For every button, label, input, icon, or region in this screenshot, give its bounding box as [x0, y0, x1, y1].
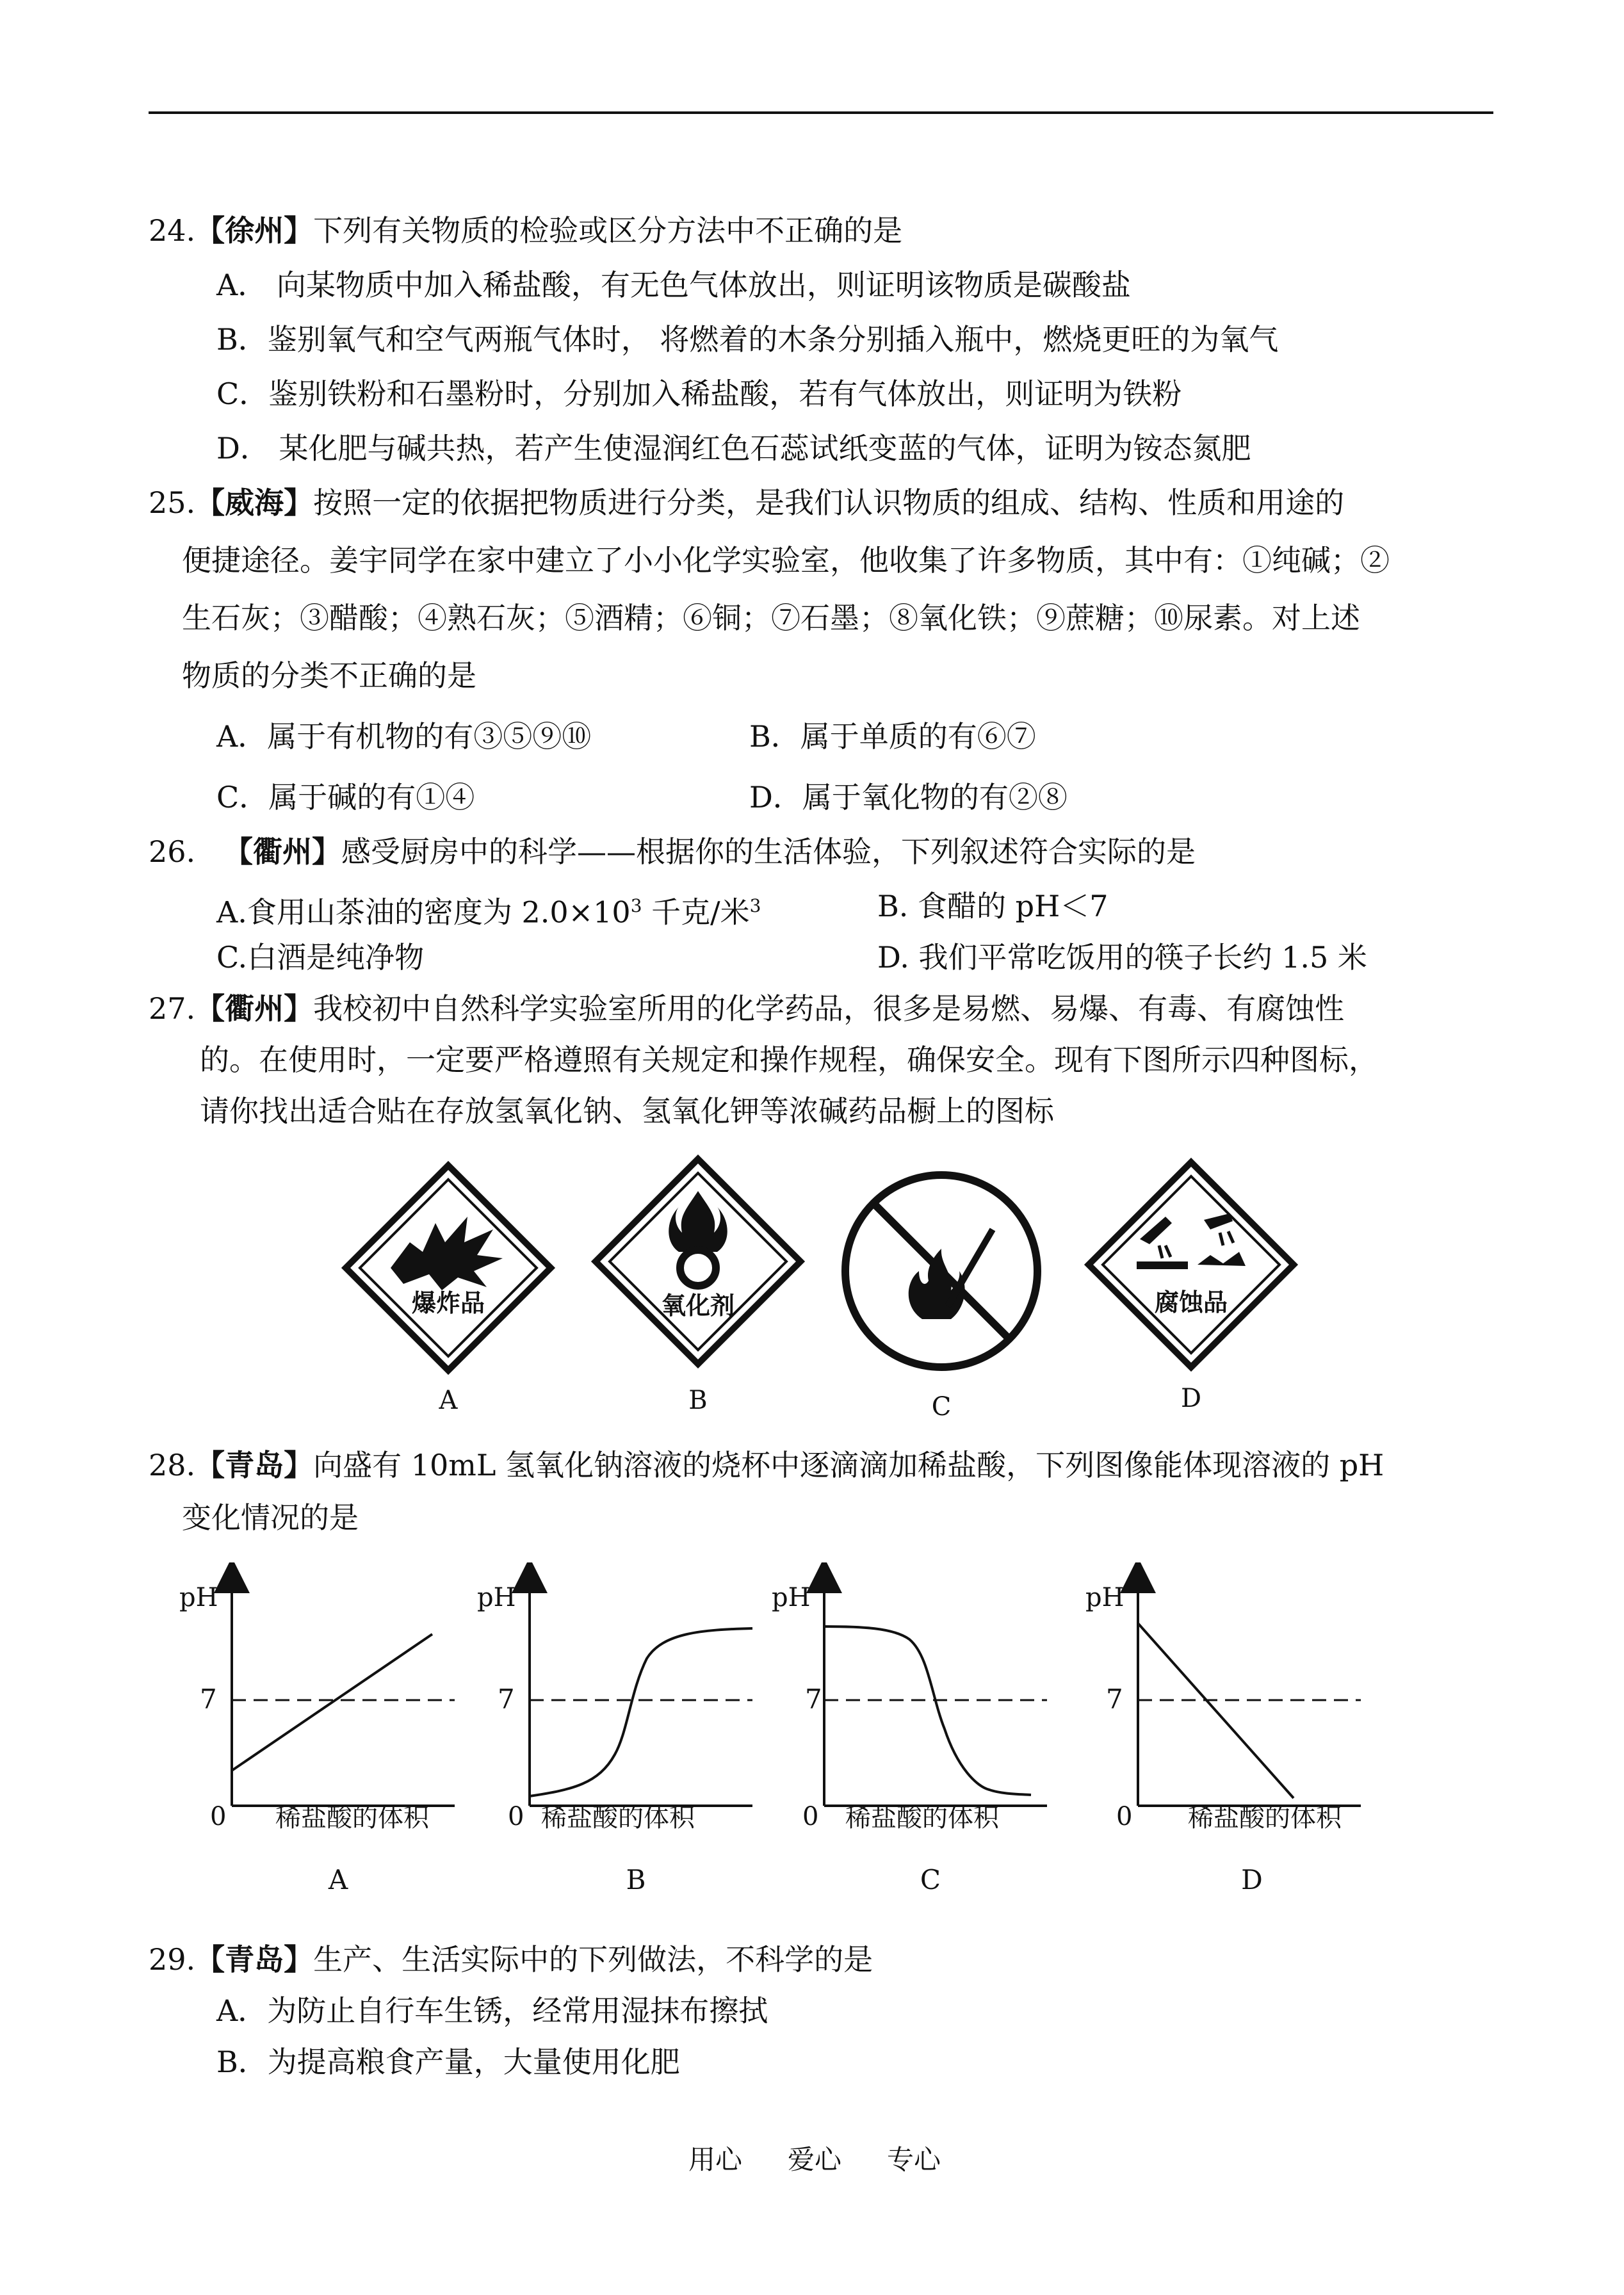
q24-stem — [149, 211, 902, 250]
sign-d-letter: D — [1180, 1384, 1202, 1413]
sign-b-letter: B — [688, 1386, 708, 1415]
q28-source-tag: 【青岛】 — [195, 1448, 314, 1482]
q29-number: 29. — [149, 1942, 196, 1977]
q28-stem-text1: 向盛有 10mL 氢氧化钠溶液的烧杯中逐滴滴加稀盐酸，下列图像能体现溶液的 pH — [313, 1448, 1384, 1482]
q29-option-b: B．为提高粮食产量，大量使用化肥 — [216, 2045, 680, 2079]
graph-a-curve — [232, 1634, 432, 1771]
graph-c-letter: C — [920, 1864, 941, 1895]
corrosive-icon — [1137, 1213, 1246, 1269]
graph-c — [772, 1575, 1047, 1895]
sign-a-letter: A — [439, 1386, 458, 1415]
q25-option-c: C．属于碱的有①④ — [216, 780, 475, 815]
footer-item-1: 用心 — [688, 2144, 743, 2175]
explosion-icon — [391, 1217, 503, 1290]
q26-option-a — [216, 887, 761, 931]
q26-number: 26. — [149, 834, 196, 869]
graph-d — [1085, 1575, 1361, 1895]
q24-number: 24. — [149, 213, 196, 248]
sign-c-letter: C — [931, 1392, 952, 1422]
q27-stem-line3: 请你找出适合贴在存放氢氧化钠、氢氧化钾等浓碱药品橱上的图标 — [200, 1094, 1054, 1128]
q24-option-a: A． 向某物质中加入稀盐酸，有无色气体放出，则证明该物质是碳酸盐 — [216, 268, 1131, 302]
q25-option-b: B．属于单质的有⑥⑦ — [749, 719, 1036, 754]
graph-b-origin: 0 — [508, 1802, 524, 1831]
q25-number: 25. — [149, 485, 196, 520]
q25-stem-line1 — [149, 483, 1344, 522]
q24-option-d: D． 某化肥与碱共热，若产生使湿润红色石蕊试纸变蓝的气体，证明为铵态氮肥 — [216, 431, 1251, 466]
q26-option-a-unit: 千克/米 — [642, 895, 750, 930]
q25-option-a: A．属于有机物的有③⑤⑨⑩ — [216, 719, 592, 754]
q26-option-d: D. 我们平常吃饭用的筷子长约 1.5 米 — [877, 940, 1367, 975]
graph-b-letter: B — [626, 1864, 646, 1895]
graph-b — [477, 1575, 752, 1895]
q27-source-tag: 【衢州】 — [195, 991, 314, 1026]
q27-stem-line2: 的。在使用时，一定要严格遵照有关规定和操作规程，确保安全。现有下图所示四种图标， — [200, 1042, 1378, 1077]
graph-a-ref: 7 — [200, 1683, 217, 1715]
sign-c — [845, 1175, 1037, 1422]
graph-a-xlabel: 稀盐酸的体积 — [275, 1803, 429, 1833]
graph-d-curve — [1138, 1623, 1294, 1798]
q26-source-tag: 【衢州】 — [223, 834, 342, 869]
q25-stem-text1: 按照一定的依据把物质进行分类，是我们认识物质的组成、结构、性质和用途的 — [313, 485, 1345, 520]
q27-number: 27. — [149, 991, 196, 1026]
q24-option-b: B．鉴别氧气和空气两瓶气体时， 将燃着的木条分别插入瓶中，燃烧更旺的为氧气 — [216, 322, 1279, 357]
flame-over-circle-icon — [669, 1191, 727, 1286]
q24-stem-text: 下列有关物质的检验或区分方法中不正确的是 — [313, 213, 903, 248]
ph-graphs — [173, 1562, 1454, 1908]
sign-b-label: 氧化剂 — [661, 1291, 735, 1320]
q26-stem — [149, 832, 1196, 871]
graph-a — [179, 1575, 455, 1895]
footer-item-3: 专心 — [887, 2144, 941, 2175]
graph-b-xlabel: 稀盐酸的体积 — [541, 1803, 695, 1833]
q28-stem-line1 — [149, 1446, 1384, 1484]
graph-c-xlabel: 稀盐酸的体积 — [845, 1803, 999, 1833]
q26-option-a-exp2: 3 — [749, 895, 761, 916]
q26-option-c: C.白酒是纯净物 — [216, 940, 425, 975]
graph-d-xlabel: 稀盐酸的体积 — [1188, 1803, 1342, 1833]
sign-d — [1089, 1162, 1294, 1413]
q24-source-tag: 【徐州】 — [195, 213, 314, 248]
header-rule — [149, 111, 1493, 114]
q26-option-b: B. 食醋的 pH＜7 — [877, 889, 1108, 923]
graph-b-ref: 7 — [498, 1683, 515, 1715]
q25-stem-line4: 物质的分类不正确的是 — [182, 658, 476, 693]
q29-stem-text: 生产、生活实际中的下列做法，不科学的是 — [313, 1942, 873, 1977]
q25-stem-line3: 生石灰；③醋酸；④熟石灰；⑤酒精；⑥铜；⑦石墨；⑧氧化铁；⑨蔗糖；⑩尿素。对上述 — [182, 601, 1360, 635]
q25-source-tag: 【威海】 — [195, 485, 314, 520]
graph-c-ylabel: pH — [772, 1583, 811, 1612]
q27-stem-line1 — [149, 989, 1344, 1028]
q27-stem-text1: 我校初中自然科学实验室所用的化学药品，很多是易燃、易爆、有毒、有腐蚀性 — [313, 991, 1345, 1026]
q29-stem — [149, 1940, 873, 1979]
graph-d-ref: 7 — [1106, 1683, 1123, 1715]
graph-c-ref: 7 — [805, 1683, 822, 1715]
q26-option-a-exp: 3 — [630, 895, 642, 916]
graph-a-ylabel: pH — [179, 1583, 218, 1612]
graph-b-ylabel: pH — [477, 1583, 516, 1612]
sign-d-label: 腐蚀品 — [1154, 1288, 1228, 1317]
q26-stem-text: 感受厨房中的科学——根据你的生活体验，下列叙述符合实际的是 — [341, 834, 1196, 869]
q26-option-a-text: A.食用山茶油的密度为 2.0×10 — [216, 895, 631, 930]
q24-option-c: C．鉴别铁粉和石墨粉时，分别加入稀盐酸，若有气体放出，则证明为铁粉 — [216, 377, 1182, 411]
q25-stem-line2: 便捷途径。姜宇同学在家中建立了小小化学实验室，他收集了许多物质，其中有：①纯碱；② — [182, 543, 1390, 578]
graph-c-curve — [824, 1626, 1031, 1795]
graph-a-origin: 0 — [210, 1802, 227, 1831]
q28-stem-line2: 变化情况的是 — [182, 1500, 359, 1535]
graph-b-curve — [530, 1628, 752, 1796]
hazard-signs — [333, 1153, 1306, 1422]
q28-number: 28. — [149, 1448, 196, 1482]
graph-a-letter: A — [328, 1864, 348, 1895]
q25-option-d: D．属于氧化物的有②⑧ — [749, 780, 1068, 815]
q29-source-tag: 【青岛】 — [195, 1942, 314, 1977]
sign-a — [346, 1165, 551, 1415]
sign-b — [596, 1159, 800, 1415]
graph-c-origin: 0 — [802, 1802, 819, 1831]
graph-d-origin: 0 — [1116, 1802, 1133, 1831]
q29-option-a: A．为防止自行车生锈，经常用湿抹布擦拭 — [216, 1993, 768, 2028]
graph-d-ylabel: pH — [1085, 1583, 1125, 1612]
graph-d-letter: D — [1241, 1864, 1263, 1895]
sign-a-label: 爆炸品 — [411, 1288, 485, 1317]
footer-item-2: 爱心 — [788, 2144, 842, 2175]
